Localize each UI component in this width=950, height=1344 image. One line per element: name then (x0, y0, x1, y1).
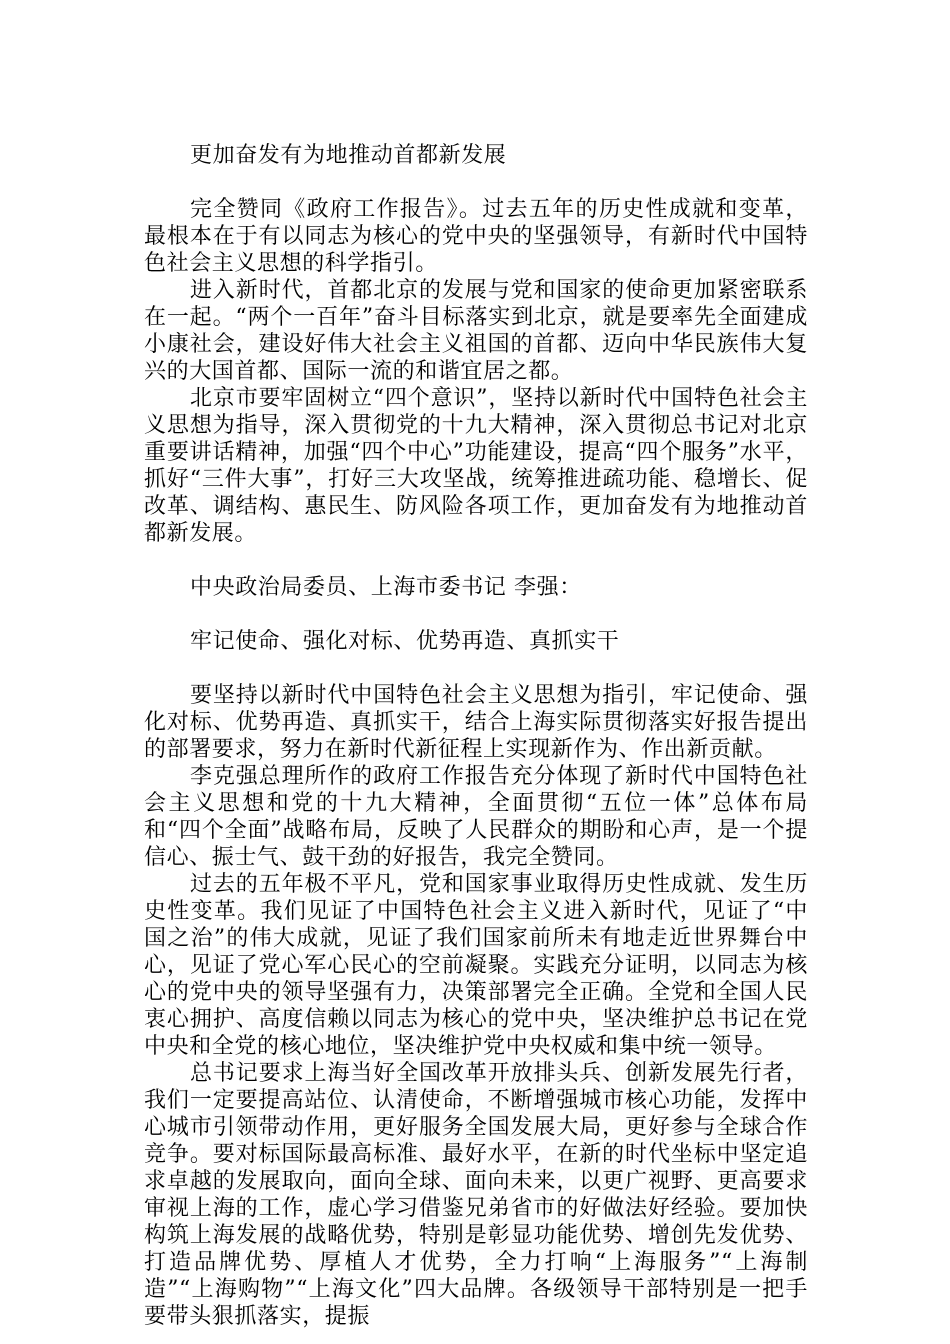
blank-line (144, 547, 808, 574)
paragraph: 过去的五年极不平凡，党和国家事业取得历史性成就、发生历史性变革。我们见证了中国特色社会主义进入新时代，见证了“中国之治”的伟大成就，见证了我们国家前所未有地走近世界舞台中心，见证了党心军心民心的空前凝聚。实践充分证明，以同志为核心的党中央的领导坚强有力，决策部署完全正确。全党和全国人民衷心拥护、高度信赖以同志为核心的党中央，坚决维护总书记在党中央和全党的核心地位，坚决维护党中央权威和集中统一领导。 (144, 872, 808, 1059)
blank-line (144, 655, 808, 682)
paragraph: 完全赞同《政府工作报告》。过去五年的历史性成就和变革，最根本在于有以同志为核心的党中央的坚强领导，有新时代中国特色社会主义思想的科学指引。 (144, 197, 808, 276)
document-page (144, 142, 808, 1330)
paragraph: 进入新时代，首都北京的发展与党和国家的使命更加紧密联系在一起。“两个一百年”奋斗目标落实到北京，就是要率先全面建成小康社会，建设好伟大社会主义祖国的首都、迈向中华民族伟大复兴的大国首都、国际一流的和谐宜居之都。 (144, 278, 808, 384)
section-title: 更加奋发有为地推动首都新发展 (190, 143, 507, 168)
paragraph: 北京市要牢固树立“四个意识”，坚持以新时代中国特色社会主义思想为指导，深入贯彻党的十九大精神，深入贯彻总书记对北京重要讲话精神，加强“四个中心”功能建设，提高“四个服务”水平，抓好“三件大事”，打好三大攻坚战，统筹推进疏功能、稳增长、促改革、调结构、惠民生、防风险各项工作，更加奋发有为地推动首都新发展。 (144, 386, 808, 546)
section-title: 牢记使命、强化对标、优势再造、真抓实干 (190, 629, 620, 654)
paragraph: 李克强总理所作的政府工作报告充分体现了新时代中国特色社会主义思想和党的十九大精神，全面贯彻“五位一体”总体布局和“四个全面”战略布局，反映了人民群众的期盼和心声，是一个提信心、振士气、鼓干劲的好报告，我完全赞同。 (144, 764, 808, 870)
blank-line (144, 601, 808, 628)
blank-line (144, 169, 808, 196)
speaker-line: 中央政治局委员、上海市委书记 李强： (190, 575, 582, 600)
paragraph: 总书记要求上海当好全国改革开放排头兵、创新发展先行者，我们一定要提高站位、认清使命，不断增强城市核心功能，发挥中心城市引领带动作用，更好服务全国发展大局，更好参与全球合作竞争。要对标国际最高标准、最好水平，在新的时代坐标中坚定追求卓越的发展取向，面向全球、面向未来，以更广视野、更高要求审视上海的工作，虚心学习借鉴兄弟省市的好做法好经验。要加快构筑上海发展的战略优势，特别是彰显功能优势、增创先发优势、打造品牌优势、厚植人才优势，全力打响“上海服务”“上海制造”“上海购物”“上海文化”四大品牌。各级领导干部特别是一把手要带头狠抓落实，提振 (144, 1061, 808, 1329)
paragraph: 要坚持以新时代中国特色社会主义思想为指引，牢记使命、强化对标、优势再造、真抓实干，结合上海实际贯彻落实好报告提出的部署要求，努力在新时代新征程上实现新作为、作出新贡献。 (144, 683, 808, 762)
